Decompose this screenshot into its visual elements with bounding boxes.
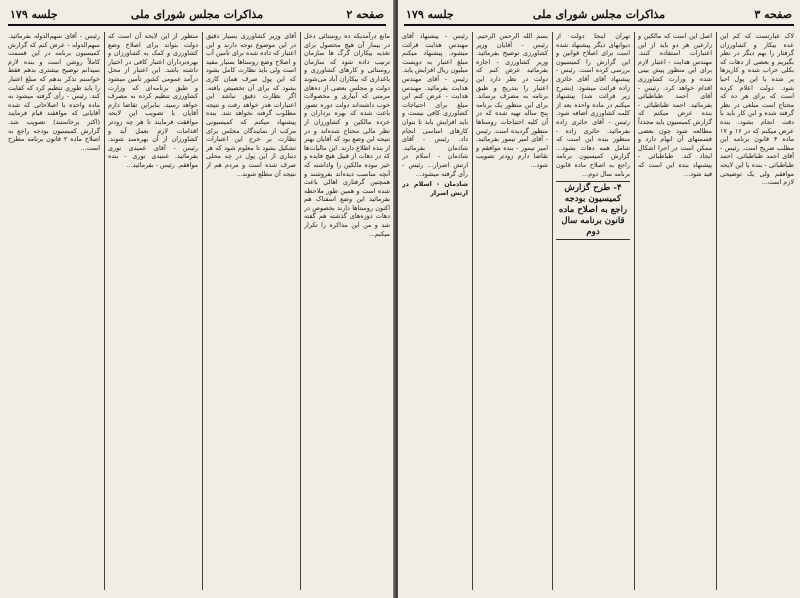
right-header-page-number: صفحه ۳: [754, 8, 792, 21]
right-page-column-1: [720, 32, 794, 592]
right-header-title: مذاکرات مجلس شورای ملی: [532, 8, 666, 21]
left-header-session: جلسه ۱۷۹: [10, 8, 58, 21]
left-page-column-1: [304, 32, 390, 592]
column-divider: [634, 32, 635, 590]
right-page-column-5: [402, 32, 468, 592]
left-page-column-2: [206, 32, 296, 592]
left-column-1-text: مانع درآمدیکه ده روستائی دخل در بیمار آن هیچ محصول برای تغذیه بیکاران گرگ ها سازمان ترتیب داده شود که سازمان روستائی و کارهای کشاورزی و باغداری که بیکاران آباد می‌شوند دولت و مجلس بعضی از ده‌های مرمتی که آبیاری و محصولات خوب داشته‌اند دولت دوره تصور باعث شده که بهره برداران و خرده مالکین و کشاورزان از نظر مالی محتاج شده‌اند و در نتیجه این وضع بود که آقایان بهتر از بنده اطلاع دارند. این مالیات‌ها که در دهات از قبیل هیچ فایده و خیر نبوده مالکین را واداشته که آنچه مناسب دیده‌اند بفروشند و همچنین گرفتاری اهالی باعث شده است و همین طور ملاحظه بفرمائید این وضع اسفناک هم اکنون روستاها دارند بخصوص در دهات دوره‌های گذشته هم گفته شد و من این مذاکره را تکرار میکنم...: [304, 32, 390, 238]
left-column-3-text: منظور از این لایحه آن است که دولت بتواند برای اصلاح وضع کشاورزی و کمک به کشاورزان و بهره‌برداران اعتبار کافی در اختیار داشته باشد. این اعتبار از محل درآمد عمومی کشور تأمین میشود و طبق برنامه‌ای که وزارت کشاورزی تنظیم کرده به مصرف خواهد رسید. بنابراین تقاضا دارم آقایان با تصویب این لایحه موافقت فرمایند تا هر چه زودتر اقدامات لازم بعمل آید و کشاورزان از آن بهره‌مند شوند. رئیس - آقای عمیدی نوری بفرمائید. عمیدی نوری - بنده موافقم. رئیس - بفرمائید...: [108, 32, 198, 169]
column-divider: [202, 32, 203, 590]
column-divider: [472, 32, 473, 590]
right-page-column-2: [638, 32, 712, 592]
left-page: [0, 0, 395, 598]
column-divider: [104, 32, 105, 590]
right-column-2-text: اصل این است که مالکین و زارعین هر دو باید از این اعتبارات استفاده کنند. مهندس هدایت - اعتبار لازم برای این منظور پیش بینی شده و وزارت کشاورزی اقدام خواهد کرد. رئیس - آقای احمد طباطبائی بفرمائید. احمد طباطبائی - بنده عرض میکنم که گزارش کمیسیون باید مجدداً مطالعه شود چون بعضی قسمتهای آن ابهام دارد و ممکن است در اجرا اشکال ایجاد کند. طباطبائی - پیشنهاد بنده این است که قید شود...: [638, 32, 712, 178]
right-page-header: [404, 6, 794, 26]
right-column-3-text: تهران اینجا دولت از دیوانهای دیگر پیشنهاد شده است برای اصلاح قوانین و این گزارش را کمیسیون بررسی کرده است. رئیس - پیشنهاد آقای آقای حائری زاده قرائت میشود. (بشرح زیر قرائت شد) پیشنهاد میکنم در ماده واحده بعد از کلمه کشاورزی اضافه شود. رئیس - آقای حائری زاده بفرمائید. حائری زاده - منظور بنده این است که شامل همه دهات بشود... گزارش کمیسیون برنامه راجع به اصلاح ماده قانون برنامه سال دوم...: [556, 32, 630, 178]
right-column-5-text: رئیس - پیشنهاد آقای مهندس هدایت قرائت میشود. پیشنهاد میکنم مبلغ اعتبار به دویست میلیون ریال افزایش یابد. رئیس - آقای مهندس هدایت بفرمائید. مهندس هدایت - عرض کنم این مبلغ برای احتیاجات کشاورزی کافی نیست و باید افزایش یابد تا بتوان کارهای اساسی انجام داد. رئیس - آقای شادمان بفرمائید. شادمان - اسلام در ارتش اصرار... رئیس - رأی گرفته میشود...: [402, 32, 468, 178]
column-divider: [552, 32, 553, 590]
right-column-4-text: بسم الله الرحمن الرحیم. رئیس - آقایان وزیر کشاورزی توضیح بفرمائید. وزیر کشاورزی - اجازه بفرمائید عرض کنم که دولت در نظر دارد این اعتبار را بتدریج و طبق برنامه به مصرف برساند. برای این منظور یک برنامه پنج ساله تهیه شده که در آن کلیه احتیاجات روستاها منظور گردیده است. رئیس - آقای امیر تیمور بفرمائید. امیر تیمور - بنده موافقم و تقاضا دارم زودتر تصویب شود...: [476, 32, 548, 169]
right-header-session: جلسه ۱۷۹: [406, 8, 454, 21]
column-divider: [716, 32, 717, 590]
left-header-title: مذاکرات مجلس شورای ملی: [130, 8, 264, 21]
section-heading: ۴- طرح گزارش کمیسیون بودجه راجع به اصلاح ماده قانون برنامه سال دوم: [556, 181, 630, 240]
left-header-page-number: صفحه ۲: [346, 8, 384, 21]
left-column-4-text: رئیس - آقای سهم‌الدوله بفرمائید. سهم‌الدوله - عرض کنم که گزارش کمیسیون برنامه در این قسمت کاملاً روشن است و بنده لازم نمیدانم توضیح بیشتری بدهم فقط خواستم تذکر بدهم که مبلغ اعتبار را باید طوری تنظیم کرد که کفایت کند. رئیس - رأی گرفته میشود به ماده واحده با اصلاحاتی که شده آقایانی که موافقند قیام فرمایند (اکثر برخاستند) تصویب شد. گزارش کمیسیون بودجه راجع به اصلاح ماده ۲ قانون برنامه مطرح است...: [8, 32, 100, 152]
right-page-column-4: [476, 32, 548, 592]
left-page-column-4: [8, 32, 100, 592]
closing-line: شادمان - اسلام در ارتش اصرار: [402, 180, 468, 197]
column-divider: [300, 32, 301, 590]
left-page-column-3: [108, 32, 198, 592]
right-column-1-text: لاک عبارتست که کم این عده بیکار و کشاورزان گرفتار را بهم دیگر در نظر بگیریم و بعضی از دهات که بکلی خراب شده و کاریزها پر شده با این پول احیا شود. دولت اعلام کرده است که برای هر ده که محتاج است مبلغی در نظر گرفته شده و این کار باید با دقت انجام بشود. بنده عرض میکنم که در ۱۶ و ۱۷ ماده ۴ قانون برنامه این مطلب صریح است. رئیس - آقای احمد طباطبائی. احمد طباطبائی - بنده با این لایحه موافقم ولی یک توضیحی لازم است...: [720, 32, 794, 187]
right-page-column-3: [556, 32, 630, 592]
right-page: [398, 0, 800, 598]
left-page-header: [8, 6, 386, 26]
left-column-2-text: آقای وزیر کشاورزی بسیار دقیق در این موضوع توجه دارند و این اعتبار که داده شده برای تأمین آب و اصلاح وضع روستاها بسیار مفید است ولی باید نظارت کامل بشود که این پول صرف همان کاری بشود که برای آن تخصیص یافته. اگر نظارت دقیق نباشد این اعتبارات هدر خواهد رفت و نتیجه مطلوب گرفته نخواهد شد. بنده پیشنهاد میکنم که کمیسیونی مرکب از نمایندگان مجلس برای نظارت بر خرج این اعتبارات تشکیل بشود تا معلوم شود که هر دیناری از این پول در چه محلی صرف شده است و مردم هم از نتیجه آن مطلع شوند...: [206, 32, 296, 178]
